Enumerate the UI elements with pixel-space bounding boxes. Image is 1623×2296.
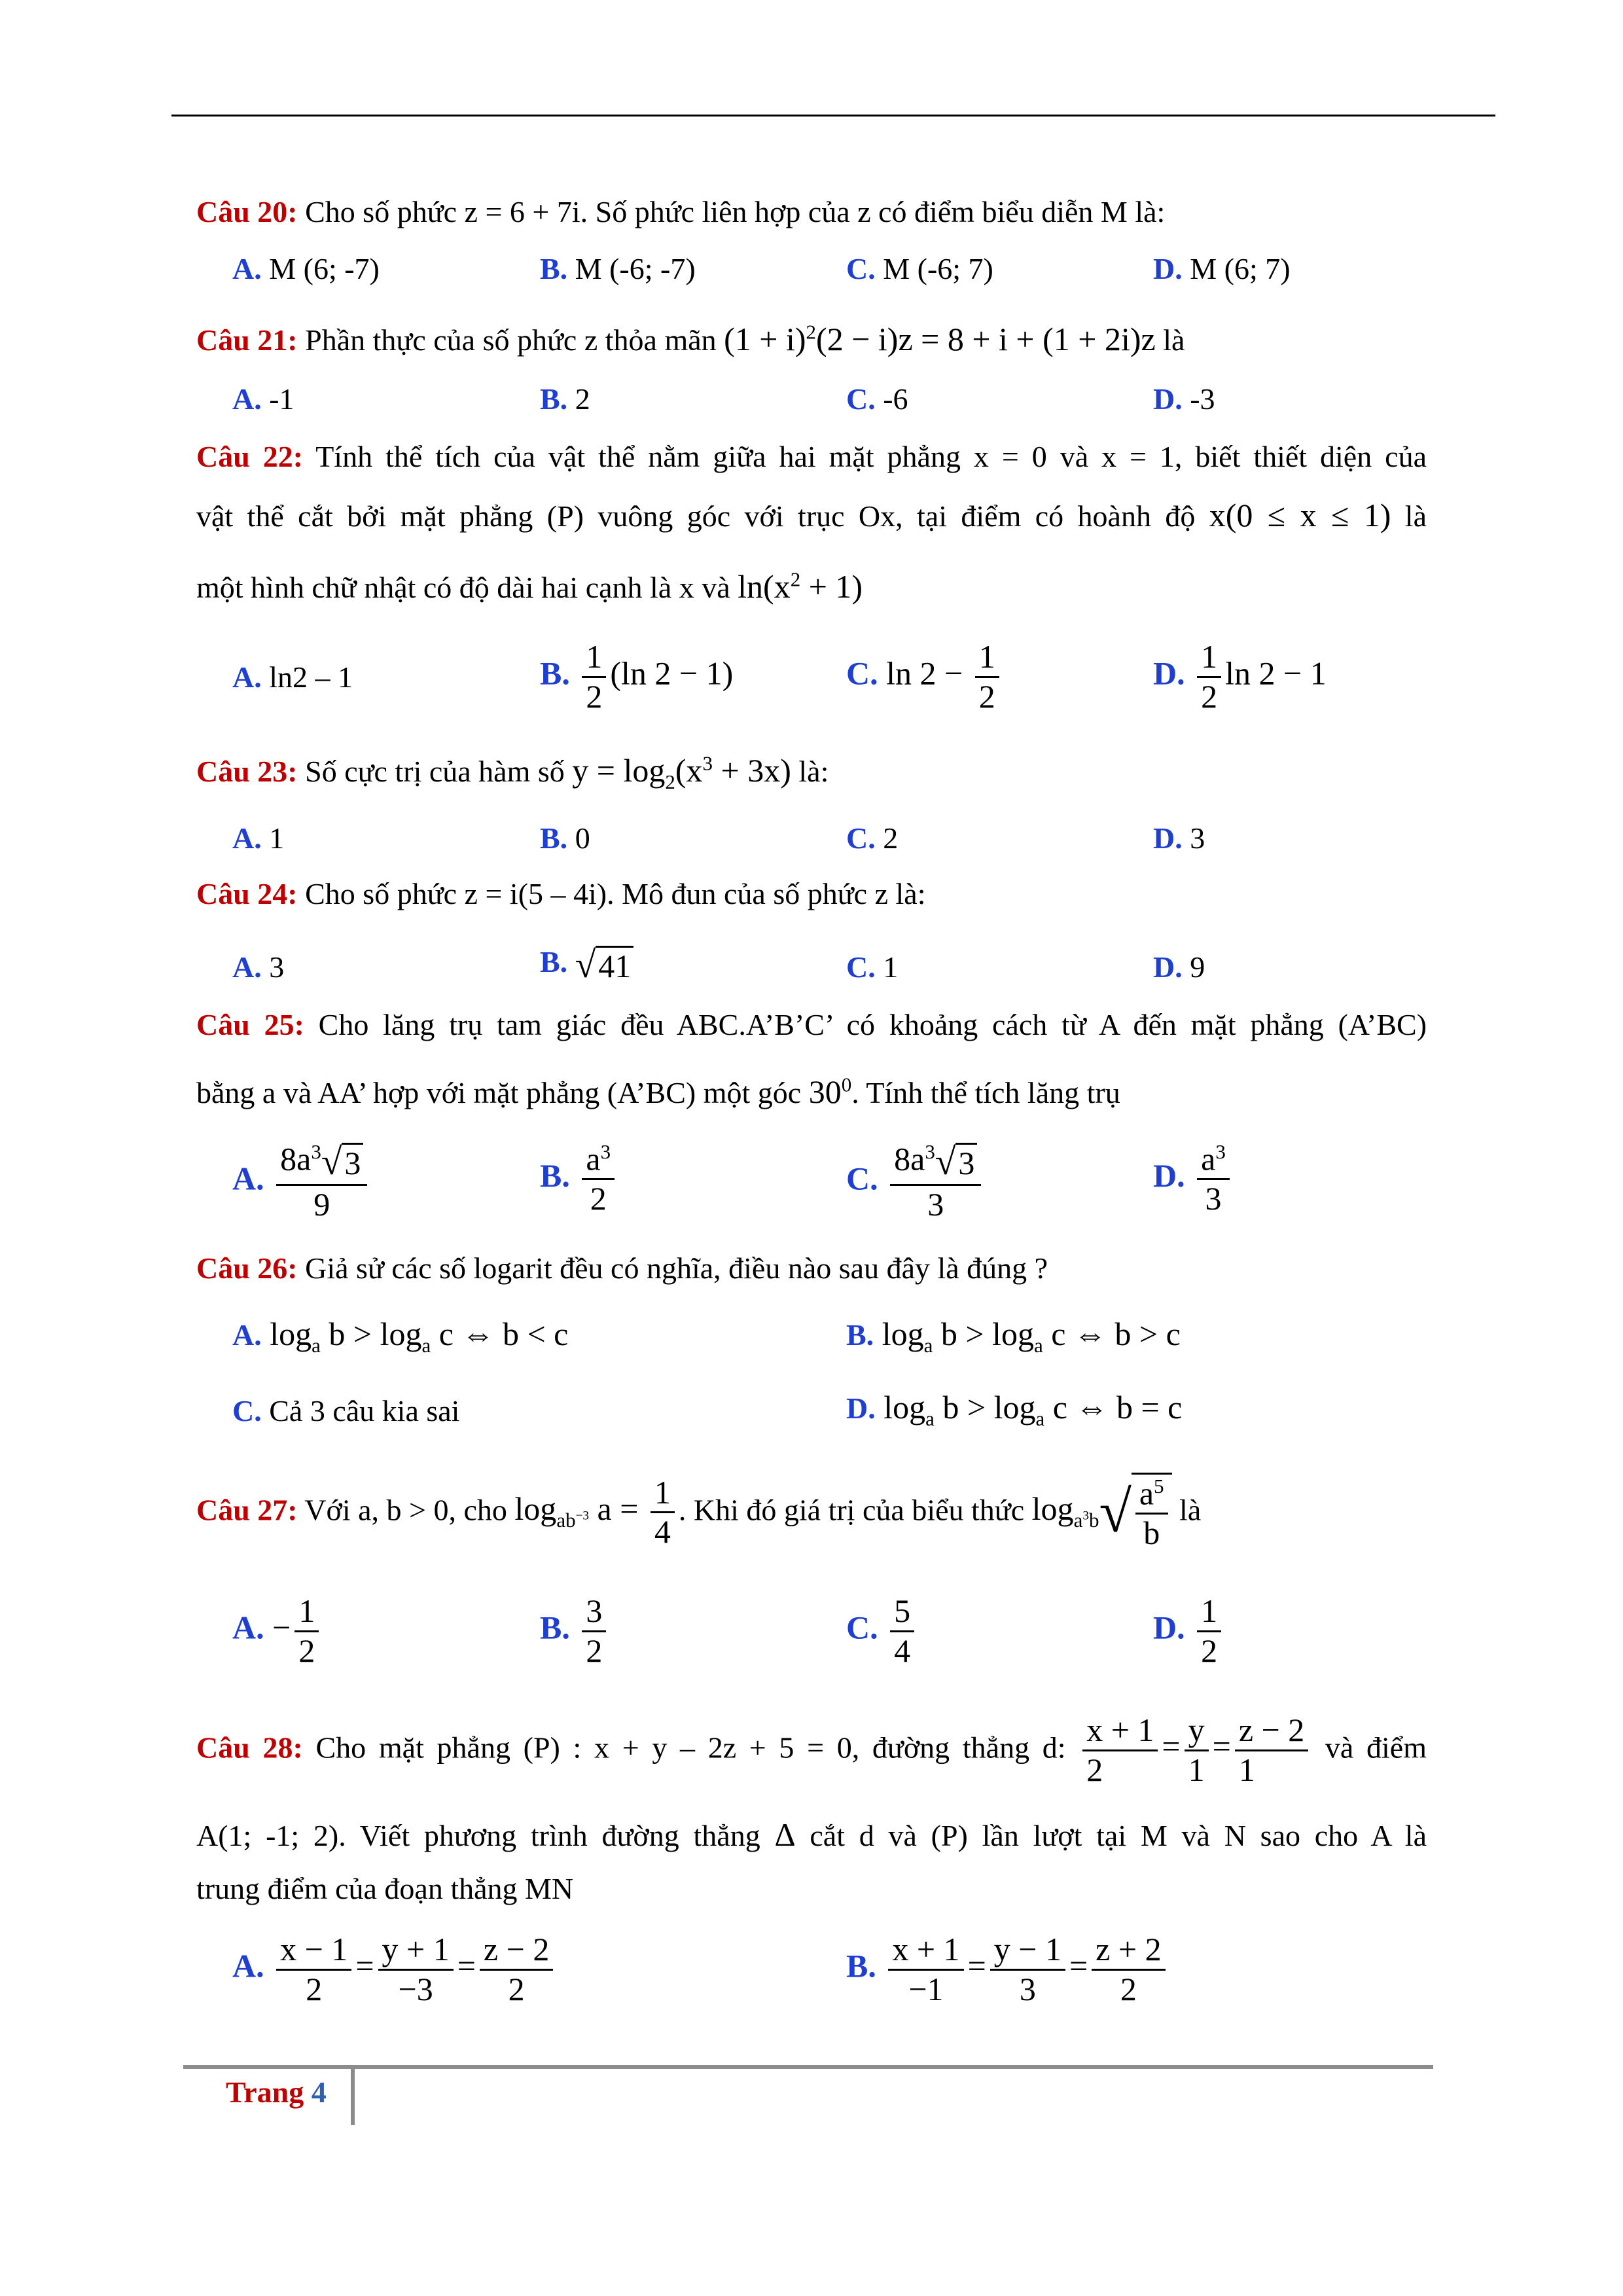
fraction: $\frac{1}{2}$ [1197,1592,1221,1670]
question-26: Câu 26: Giả sử các số logarit đều có nghĩa, điều nào sau đây là đúng ? [196,1251,1048,1285]
q26-option-c: C. Cả 3 câu kia sai [232,1394,460,1427]
q28-option-b: B. $\frac{x + 1}{-1}$ = $\frac{y - 1}{3}$ = $\frac{z + 2}{2}$ [846,1931,1169,2008]
fraction: $\frac{1}{2}$ [294,1592,319,1670]
q26-option-b: B. $\log_a b > \log_a c$ ⇔ b > c [846,1316,1181,1357]
q22-line-2: vật thể cắt bởi mặt phẳng (P) vuông góc với trục Ox, tại điểm có hoành độ x(0 ≤ x ≤ 1) là [196,497,1427,533]
question-label: Câu 28: [196,1731,303,1765]
question-27: Câu 27: Với a, b > 0, cho $\log_{ab^{-3}} a$ = $\frac{1}{4}$ . Khi đó giá trị của biểu thức $\log_{a^3b}√$ $\frac{a^5}{b}$ là [196,1473,1202,1552]
fraction: $\frac{1}{2}$ [582,638,606,715]
question-21: Câu 21: Phần thực của số phức z thỏa mãn $(1 + i)^2(2 - i)z = 8 + i + (1 + 2i)z$ là [196,320,1185,357]
q21-option-d: D. -3 [1153,382,1215,416]
question-24: Câu 24: Cho số phức z = i(5 – 4i). Mô đun của số phức z là: [196,877,926,910]
q20-option-b: B. M (-6; -7) [540,252,696,285]
q22-option-d: D. $\frac{1}{2}$ ln 2 − 1 [1153,638,1327,715]
question-label: Câu 27: [196,1493,298,1527]
q24-option-c: C. 1 [846,950,899,984]
page-number: Trang 4 [226,2075,327,2109]
question-text: Cho số phức z = 6 + 7i. Số phức liên hợp của z có điểm biểu diễn M là: [297,195,1166,228]
q27-option-a: A. − $\frac{1}{2}$ [232,1592,323,1670]
fraction: $\frac{a^3}{3}$ [1197,1140,1230,1218]
q22-line-3: một hình chữ nhật có độ dài hai cạnh là x và $\ln(x^2 + 1)$ [196,567,863,605]
q22-option-a: A. ln2 – 1 [232,660,353,694]
q22-option-b: B. $\frac{1}{2}$ (ln 2 − 1) [540,638,734,715]
q23-option-a: A. 1 [232,821,285,855]
question-label: Câu 21: [196,323,298,357]
q24-option-b: B. √41 [540,942,633,988]
q26-option-a: A. $\log_a b > \log_a c$ ⇔ b < c [232,1316,569,1357]
q22-option-c: C. ln 2 − $\frac{1}{2}$ [846,638,1003,715]
question-25: Câu 25: Cho lăng trụ tam giác đều ABC.A’B’C’ có khoảng cách từ A đến mặt phẳng (A’BC) [196,1008,1427,1041]
footer-rule [183,2065,1433,2069]
q21-option-b: B. 2 [540,382,590,416]
q25-option-a: A. $\frac{8a^3√3}{9}$ [232,1140,371,1224]
q24-option-d: D. 9 [1153,950,1205,984]
q21-option-c: C. -6 [846,382,908,416]
q27-option-d: D. $\frac{1}{2}$ [1153,1592,1225,1670]
q25-option-d: D. $\frac{a^3}{3}$ [1153,1140,1234,1218]
fraction: $\frac{8a^3√3}{3}$ [890,1140,981,1224]
fraction: $\frac{a^5}{b}$ [1135,1475,1168,1552]
q23-option-b: B. 0 [540,821,590,855]
q27-option-c: C. $\frac{5}{4}$ [846,1592,918,1670]
q25-line-2: bằng a và AA’ hợp với mặt phẳng (A’BC) một góc $30^0$. Tính thể tích lăng trụ [196,1073,1120,1110]
q21-option-a: A. -1 [232,382,294,416]
question-label: Câu 22: [196,440,304,473]
q20-option-c: C. M (-6; 7) [846,252,993,285]
q28-line-2: A(1; -1; 2). Viết phương trình đường thẳng Δ cắt d và (P) lần lượt tại M và N sao cho A là [196,1816,1427,1853]
fraction: $\frac{1}{2}$ [1197,638,1221,715]
q27-option-b: B. $\frac{3}{2}$ [540,1592,610,1670]
line-equation: $\frac{x + 1}{2}$ = $\frac{y}{1}$ = $\frac{z - 2}{1}$ [1079,1728,1312,1765]
q25-option-c: C. $\frac{8a^3√3}{3}$ [846,1140,985,1224]
square-root: √ $\frac{a^5}{b}$ [1099,1473,1171,1552]
question-20 [196,194,1427,230]
q20-option-d: D. M (6; 7) [1153,252,1291,285]
question-label: Câu 20: [196,195,298,228]
fraction: $\frac{8a^3√3}{9}$ [276,1140,367,1224]
question-label: Câu 24: [196,877,298,910]
q23-option-c: C. 2 [846,821,899,855]
question-label: Câu 23: [196,755,298,788]
question-23: Câu 23: Số cực trị của hàm số $y = \log_2(x^3 + 3x)$ là: [196,751,829,793]
question-label: Câu 25: [196,1008,304,1041]
question-28: Câu 28: Cho mặt phẳng (P) : x + y – 2z + 5 = 0, đường thẳng d: $\frac{x + 1}{2}$ = $\frac{y}{1}$ = $\frac{z - 2}{1}$ và điểm [196,1712,1427,1788]
footer-divider [351,2069,355,2125]
square-root: √41 [575,942,634,988]
fraction: $\frac{5}{4}$ [890,1592,914,1670]
question-label: Câu 26: [196,1251,298,1285]
q26-option-d: D. $\log_a b > \log_a c$ ⇔ b = c [846,1389,1183,1430]
q23-option-d: D. 3 [1153,821,1205,855]
fraction: $\frac{1}{4}$ [651,1474,675,1551]
fraction: $\frac{3}{2}$ [582,1592,606,1670]
q25-option-b: B. $\frac{a^3}{2}$ [540,1140,618,1218]
question-22: Câu 22: Tính thể tích của vật thể nằm giữa hai mặt phẳng x = 0 và x = 1, biết thiết diện của [196,440,1427,473]
q20-option-a: A. M (6; -7) [232,252,380,285]
q24-option-a: A. 3 [232,950,285,984]
header-rule [171,115,1495,117]
fraction: $\frac{1}{2}$ [975,638,999,715]
equation: $(1 + i)^2(2 - i)z = 8 + i + (1 + 2i)z$ [724,320,1156,357]
q28-line-3: trung điểm của đoạn thẳng MN [196,1872,574,1905]
fraction: $\frac{a^3}{2}$ [582,1140,615,1218]
q28-option-a: A. $\frac{x - 1}{2}$ = $\frac{y + 1}{-3}$ = $\frac{z - 2}{2}$ [232,1931,557,2008]
